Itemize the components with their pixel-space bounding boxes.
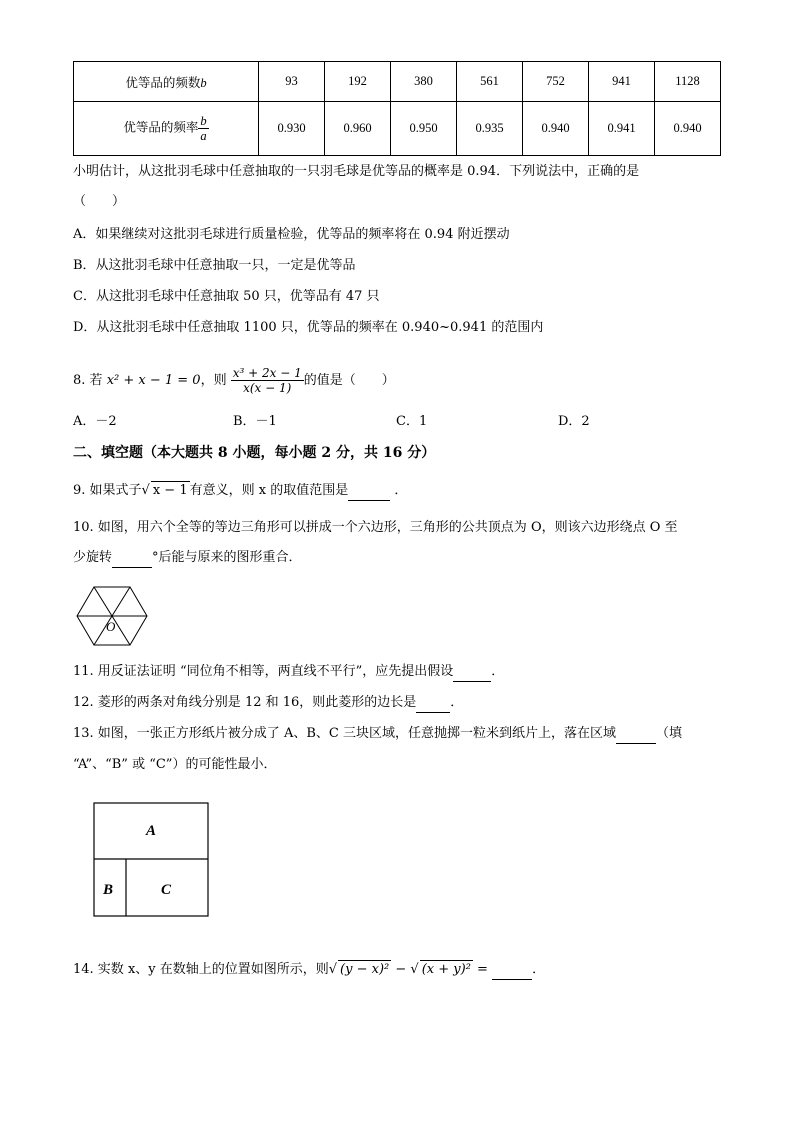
center-label-o: O	[106, 619, 116, 634]
q10-suffix: °后能与原来的图形重合．	[152, 550, 302, 565]
q7-option-c: C．从这批羽毛球中任意抽取 50 只，优等品有 47 只	[73, 289, 380, 304]
q7-option-a: A．如果继续对这批羽毛球进行质量检验，优等品的频率将在 0.94 附近摆动	[73, 227, 510, 242]
q8-equation: x² + x − 1 = 0	[106, 373, 201, 388]
table-cell: 0.960	[325, 102, 391, 156]
section-heading: 二、填空题（本大题共 8 小题，每小题 2 分，共 16 分）	[73, 445, 436, 461]
q14-minus: −	[391, 962, 411, 977]
table-cell: 0.935	[457, 102, 523, 156]
fraction	[198, 114, 208, 143]
table-cell: 752	[523, 62, 589, 102]
table-cell: 192	[325, 62, 391, 102]
table-cell: 380	[391, 62, 457, 102]
header-text: 优等品的频数	[125, 75, 201, 90]
q8-fraction	[231, 366, 304, 395]
q13-prefix: 13. 如图，一张正方形纸片被分成了 A、B、C 三块区域，任意抛掷一粒米到纸片上，落在区域	[73, 726, 616, 741]
q13-answer-blank[interactable]	[616, 725, 656, 744]
table-header-cell	[74, 62, 259, 102]
table-cell: 1128	[655, 62, 721, 102]
table-cell: 561	[457, 62, 523, 102]
q14-radicand-1: (y − x)²	[340, 962, 390, 977]
q14-prefix: 14. 实数 x、y 在数轴上的位置如图所示，则	[73, 962, 329, 977]
q8-comma: ，则	[200, 373, 227, 388]
table-cell: 941	[589, 62, 655, 102]
table-cell: 0.940	[523, 102, 589, 156]
table-cell: 0.941	[589, 102, 655, 156]
q12-answer-blank[interactable]	[416, 694, 450, 713]
q13-suffix: （填	[655, 726, 682, 741]
header-text: 优等品的频率	[123, 120, 199, 135]
q9-prefix: 9. 如果式子	[73, 483, 142, 498]
q9-suffix: 有意义，则 x 的取值范围是	[189, 483, 349, 498]
sqrt-sign: √	[328, 962, 338, 977]
q8-option-a: A．－2	[73, 414, 117, 429]
q14-radicand-2: (x + y)²	[421, 962, 471, 977]
q14-end: ．	[532, 962, 546, 977]
q8-option-c: C．1	[396, 414, 428, 429]
q7-option-d: D．从这批羽毛球中任意抽取 1100 只，优等品的频率在 0.940~0.941 的范围内	[73, 320, 544, 335]
q8-option-d: D．2	[558, 414, 590, 429]
frequency-table	[73, 61, 721, 156]
q7-stem: 小明估计，从这批羽毛球中任意抽取的一只羽毛球是优等品的概率是 0.94．下列说法中，正确的是	[73, 164, 640, 179]
q14-equals: =	[472, 962, 493, 977]
header-var: b	[200, 75, 207, 90]
fraction-numerator: b	[200, 114, 207, 128]
table-cell: 0.950	[391, 102, 457, 156]
region-label-a: A	[146, 823, 157, 839]
fraction-denominator: x(x − 1)	[243, 381, 292, 395]
q10-line1: 10. 如图，用六个全等的等边三角形可以拼成一个六边形，三角形的公共顶点为 O，则该六边形绕点 O 至	[73, 520, 678, 535]
q12-stem	[73, 694, 463, 713]
q9-answer-blank[interactable]	[348, 482, 390, 501]
sqrt-sign: √	[141, 483, 150, 498]
q7-paren: （ ）	[73, 194, 126, 209]
q13-line2: “A”、“B” 或 “C”）的可能性最小．	[73, 757, 277, 772]
table-cell: 93	[259, 62, 325, 102]
region-label-b: B	[103, 882, 114, 898]
q10-line2	[73, 549, 302, 568]
table-row	[74, 62, 721, 102]
q10-answer-blank[interactable]	[112, 549, 152, 568]
q9-radicand: x − 1	[152, 483, 188, 498]
q8-suffix: 的值是（ ）	[303, 373, 395, 388]
q14-answer-blank[interactable]	[492, 961, 532, 980]
table-cell: 0.940	[655, 102, 721, 156]
table-cell: 0.930	[259, 102, 325, 156]
table-header-cell	[74, 102, 259, 156]
q8-prefix: 8. 若	[73, 373, 103, 388]
q12-end: ．	[450, 695, 464, 710]
q11-stem	[73, 663, 504, 682]
square-region-figure	[93, 802, 210, 919]
q11-text: 11. 用反证法证明 “同位角不相等，两直线不平行”，应先提出假设	[73, 664, 454, 679]
q9-stem	[73, 481, 407, 501]
q8-stem	[73, 366, 395, 395]
q9-end: ．	[394, 483, 408, 498]
q7-option-b: B．从这批羽毛球中任意抽取一只，一定是优等品	[73, 258, 356, 273]
hexagon-figure	[74, 583, 150, 649]
fraction-numerator: x³ + 2x − 1	[232, 366, 302, 380]
q14-stem	[73, 960, 545, 980]
q13-line1	[73, 725, 682, 744]
q10-prefix: 少旋转	[73, 550, 113, 565]
q11-end: ．	[491, 664, 505, 679]
q8-option-b: B．－1	[233, 414, 277, 429]
sqrt-sign: √	[410, 962, 419, 977]
region-label-c: C	[161, 882, 172, 898]
table-row	[74, 102, 721, 156]
fraction-denominator: a	[200, 129, 207, 143]
q12-text: 12. 菱形的两条对角线分别是 12 和 16，则此菱形的边长是	[73, 695, 417, 710]
q11-answer-blank[interactable]	[453, 663, 491, 682]
